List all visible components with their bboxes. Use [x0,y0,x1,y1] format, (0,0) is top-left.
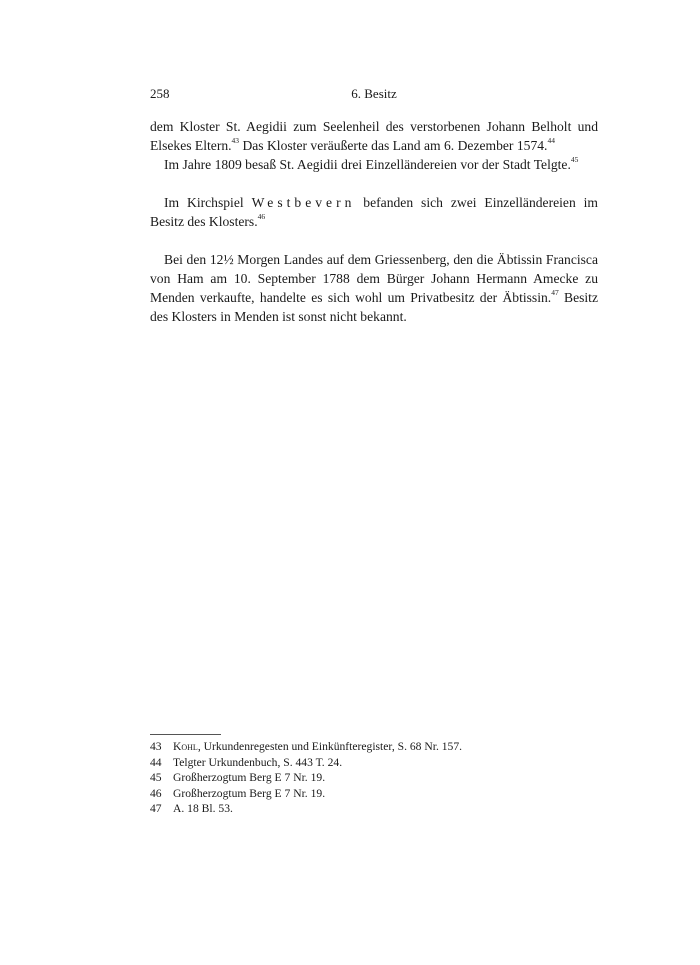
paragraph-text: befanden sich zwei Einzelländereien im Besitz des Klosters. [150,195,598,229]
running-head [150,86,598,104]
footnote [150,786,598,802]
paragraph-1 [150,117,598,155]
place-name-spaced: Westbevern [251,195,356,210]
footnote-ref: 46 [257,212,266,222]
footnote-number: 45 [150,771,162,784]
footnote-number: 44 [150,755,162,769]
paragraph-2 [150,155,598,174]
footnote-ref: 43 [231,136,240,146]
footnote-number: 46 [150,786,162,800]
footnote-text [173,739,462,755]
paragraph-text: dem Kloster St. Aegidii zum Seelenheil des verstorbenen Johann Belholt und Elsekes Eltern. [150,119,598,153]
footnote-text: Großherzogtum Berg E 7 Nr. 19. [173,771,326,784]
paragraph-text: Das Kloster veräußerte das Land am 6. Dezember 1574. [239,138,548,153]
footnote-body: , Urkundenregesten und Einkünfteregister, S. 68 Nr. 157. [197,740,463,753]
paragraph-4 [150,250,598,326]
footnote [150,801,598,817]
footnote-number: 47 [150,802,162,815]
paragraph-text: Im Jahre 1809 besaß St. Aegidii drei Einzelländereien vor der Stadt Telgte. [164,157,571,172]
paragraph-text: Bei den 12½ Morgen Landes auf dem Griessenberg, den die Äbtissin Francisca von Ham am 10. September 1788 dem Bürger Johann Hermann Amecke zu Menden verkaufte, handelte es sich wohl um Privatbesitz der Äbtissin. [150,252,598,305]
footnote-number: 43 [150,740,162,753]
page-number: 258 [150,86,170,101]
footnote [150,770,598,786]
footnote [150,755,598,771]
footnote-author: Kohl [173,740,198,753]
footnote-text: Telgter Urkundenbuch, S. 443 T. 24. [173,755,343,769]
paragraph-3 [150,193,598,231]
footnote-rule [150,734,221,735]
footnote-ref: 47 [551,288,559,298]
paragraph-text: Besitz des Klosters in Menden ist sonst nicht bekannt. [150,290,598,324]
chapter-title: 6. Besitz [351,86,397,101]
footnote-ref: 45 [570,155,579,165]
footnote [150,739,598,755]
footnotes [150,739,598,817]
paragraph-text: Im Kirchspiel [164,195,252,210]
footnote-text: A. 18 Bl. 53. [173,802,233,815]
footnote-ref: 44 [547,136,555,146]
footnote-text: Großherzogtum Berg E 7 Nr. 19. [173,786,326,800]
body-text [150,117,598,326]
